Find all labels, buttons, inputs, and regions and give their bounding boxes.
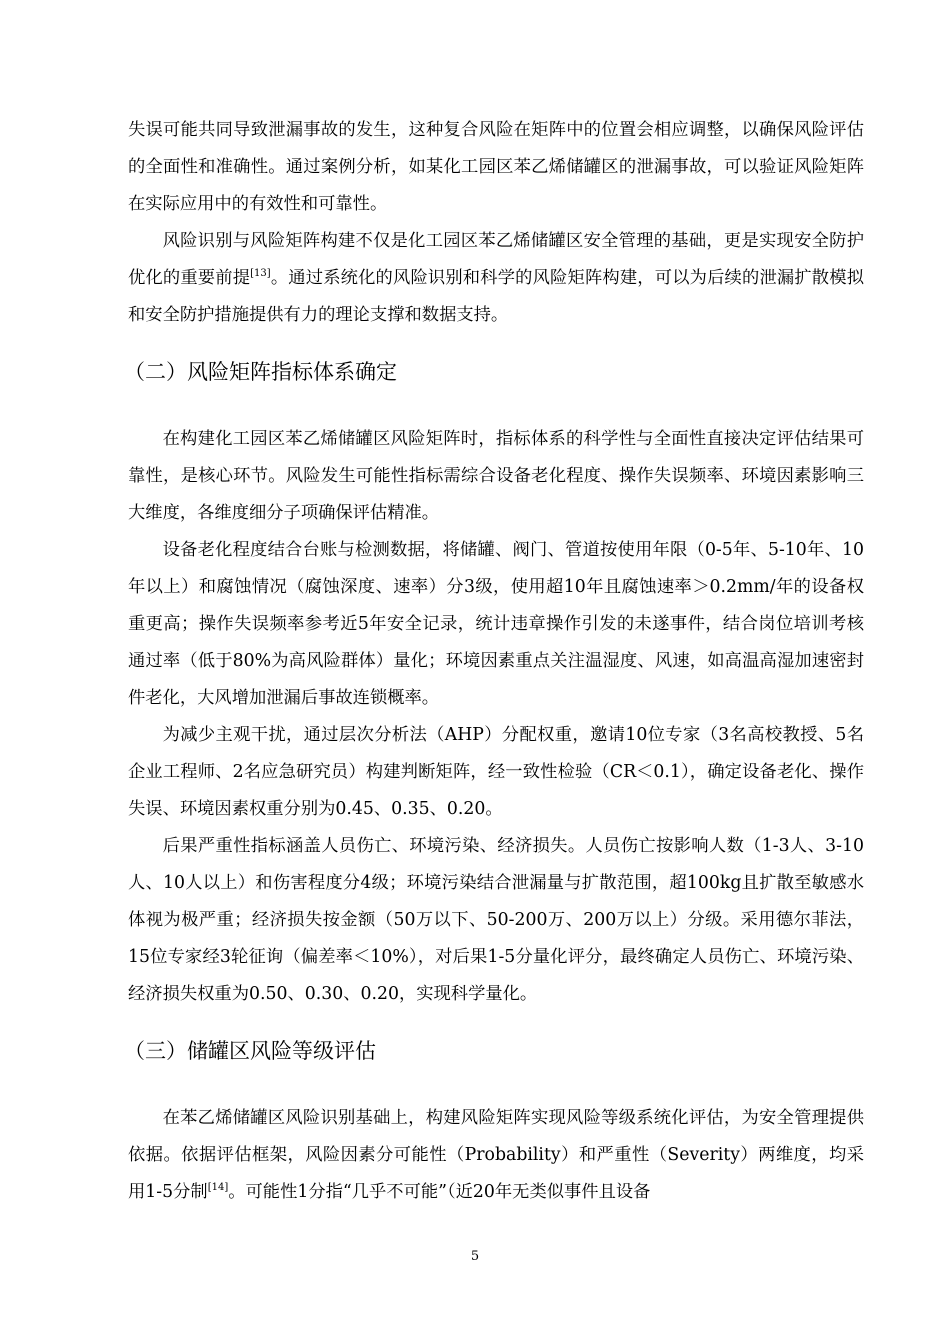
citation-ref: [14] (207, 1182, 229, 1193)
paragraph-text: 风险识别与风险矩阵构建不仅是化工园区苯乙烯储罐区安全管理的基础，更是实现安全防护优化的重要前提 (128, 231, 864, 288)
citation-ref: [13] (250, 268, 271, 279)
paragraph-text: 在苯乙烯储罐区风险识别基础上，构建风险矩阵实现风险等级系统化评估，为安全管理提供依据。依据评估框架，风险因素分可能性（Probability）和严重性（Severity）两维度，均采用1-5分制 (128, 1108, 864, 1202)
paragraph-equipment-aging: 设备老化程度结合台账与检测数据，将储罐、阀门、管道按使用年限（0-5年、5-10年、10年以上）和腐蚀情况（腐蚀深度、速率）分3级，使用超10年且腐蚀速率＞0.2mm/年的设备权重更高；操作失误频率参考近5年安全记录，统计违章操作引发的未遂事件，结合岗位培训考核通过率（低于80%为高风险群体）量化；环境因素重点关注温湿度、风速，如高温高湿加速密封件老化，大风增加泄漏后事故连锁概率。 (128, 540, 864, 708)
paragraph-continuation: 失误可能共同导致泄漏事故的发生，这种复合风险在矩阵中的位置会相应调整，以确保风险评估的全面性和准确性。通过案例分析，如某化工园区苯乙烯储罐区的泄漏事故，可以验证风险矩阵在实际应用中的有效性和可靠性。 (128, 120, 864, 214)
paragraph-consequence-severity: 后果严重性指标涵盖人员伤亡、环境污染、经济损失。人员伤亡按影响人数（1-3人、3-10人、10人以上）和伤害程度分4级；环境污染结合泄漏量与扩散范围，超100kg且扩散至敏感水体视为极严重；经济损失按金额（50万以下、50-200万、200万以上）分级。采用德尔菲法，15位专家经3轮征询（偏差率＜10%），对后果1-5分量化评分，最终确定人员伤亡、环境污染、经济损失权重为0.50、0.30、0.20，实现科学量化。 (128, 836, 864, 1004)
section-heading-indicator-system: （二）风险矩阵指标体系确定 (124, 360, 397, 384)
paragraph-risk-identification (128, 223, 864, 334)
page-number: 5 (470, 1249, 480, 1264)
section-heading-risk-level: （三）储罐区风险等级评估 (124, 1039, 376, 1063)
paragraph-text: 。通过系统化的风险识别和科学的风险矩阵构建，可以为后续的泄漏扩散模拟和安全防护措施提供有力的理论支撑和数据支持。 (128, 268, 864, 325)
paragraph-indicator-intro: 在构建化工园区苯乙烯储罐区风险矩阵时，指标体系的科学性与全面性直接决定评估结果可靠性，是核心环节。风险发生可能性指标需综合设备老化程度、操作失误频率、环境因素影响三大维度，各维度细分子项确保评估精准。 (128, 429, 864, 523)
paragraph-risk-matrix-evaluation (128, 1100, 864, 1211)
paragraph-ahp-weights: 为减少主观干扰，通过层次分析法（AHP）分配权重，邀请10位专家（3名高校教授、5名企业工程师、2名应急研究员）构建判断矩阵，经一致性检验（CR＜0.1），确定设备老化、操作失误、环境因素权重分别为0.45、0.35、0.20。 (128, 725, 864, 819)
paragraph-text: 。可能性1分指“几乎不可能”（近20年无类似事件且设备 (228, 1182, 651, 1202)
page-body (124, 112, 864, 1211)
